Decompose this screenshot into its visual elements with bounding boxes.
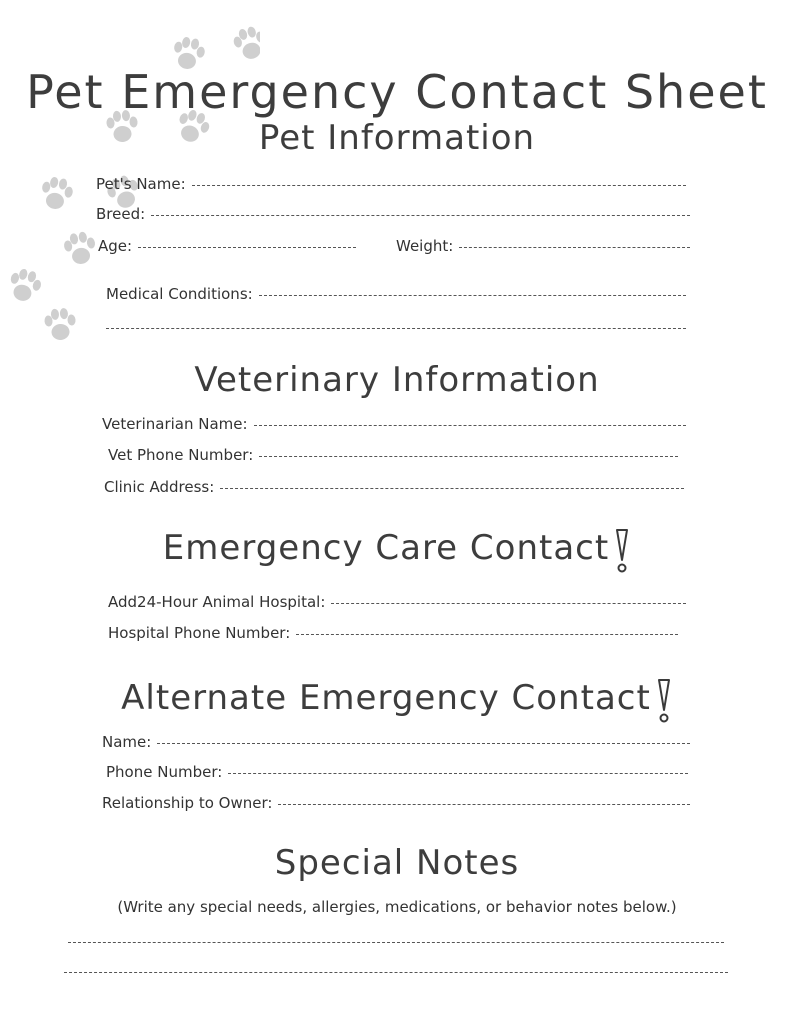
veterinarian-name-field[interactable] (102, 415, 686, 433)
hospital-phone-field[interactable] (108, 624, 678, 642)
weight-field[interactable] (396, 237, 690, 255)
medical-conditions-label: Medical Conditions: (106, 285, 253, 303)
weight-line[interactable] (459, 247, 690, 248)
clinic-address-line[interactable] (220, 488, 684, 489)
vet-phone-line[interactable] (259, 456, 678, 457)
age-label: Age: (98, 237, 133, 255)
paw-print-icon (39, 175, 75, 211)
pet-name-label: Pet's Name: (96, 175, 186, 193)
special-notes-line-1[interactable] (68, 942, 724, 943)
special-notes-heading: Special Notes (274, 843, 520, 883)
vet-phone-label: Vet Phone Number: (108, 446, 254, 464)
breed-label: Breed: (96, 205, 146, 223)
paw-print-icon (6, 266, 44, 304)
exclamation-icon (653, 678, 673, 724)
alternate-contact-heading: Alternate Emergency Contact (121, 678, 651, 718)
emergency-care-heading: Emergency Care Contact (162, 528, 610, 568)
relationship-label: Relationship to Owner: (102, 794, 273, 812)
alternate-phone-line[interactable] (228, 773, 688, 774)
hospital-phone-label: Hospital Phone Number: (108, 624, 291, 642)
pet-name-field[interactable] (96, 175, 686, 193)
paw-print-icon (62, 230, 98, 266)
breed-line[interactable] (151, 215, 690, 216)
animal-hospital-line[interactable] (331, 603, 686, 604)
clinic-address-label: Clinic Address: (104, 478, 215, 496)
breed-field[interactable] (96, 205, 690, 223)
pet-information-heading: Pet Information (258, 118, 536, 158)
veterinarian-name-label: Veterinarian Name: (102, 415, 248, 433)
special-notes-instructions: (Write any special needs, allergies, medications, or behavior notes below.) (117, 898, 677, 916)
pet-name-line[interactable] (192, 185, 686, 186)
paw-print-icon (44, 307, 78, 340)
relationship-line[interactable] (278, 804, 690, 805)
age-field[interactable] (98, 237, 356, 255)
alternate-phone-field[interactable] (106, 763, 688, 781)
animal-hospital-label: Add24-Hour Animal Hospital: (108, 593, 326, 611)
alternate-name-line[interactable] (157, 743, 690, 744)
special-notes-line-2[interactable] (64, 972, 728, 973)
weight-label: Weight: (396, 237, 454, 255)
medical-conditions-line[interactable] (259, 295, 686, 296)
animal-hospital-field[interactable] (108, 593, 686, 611)
alternate-phone-label: Phone Number: (106, 763, 223, 781)
clinic-address-field[interactable] (104, 478, 684, 496)
alternate-name-label: Name: (102, 733, 152, 751)
relationship-field[interactable] (102, 794, 690, 812)
veterinarian-name-line[interactable] (254, 425, 686, 426)
veterinary-information-heading: Veterinary Information (194, 360, 600, 400)
page-title: Pet Emergency Contact Sheet (26, 64, 768, 119)
age-line[interactable] (138, 247, 356, 248)
paw-print-icon (231, 24, 260, 62)
medical-conditions-field[interactable] (106, 285, 686, 303)
vet-phone-field[interactable] (108, 446, 678, 464)
alternate-contact-heading-row (0, 678, 794, 724)
medical-conditions-line-2[interactable] (106, 328, 686, 329)
exclamation-icon (611, 528, 631, 574)
alternate-name-field[interactable] (102, 733, 690, 751)
hospital-phone-line[interactable] (296, 634, 678, 635)
emergency-care-heading-row (0, 528, 794, 574)
